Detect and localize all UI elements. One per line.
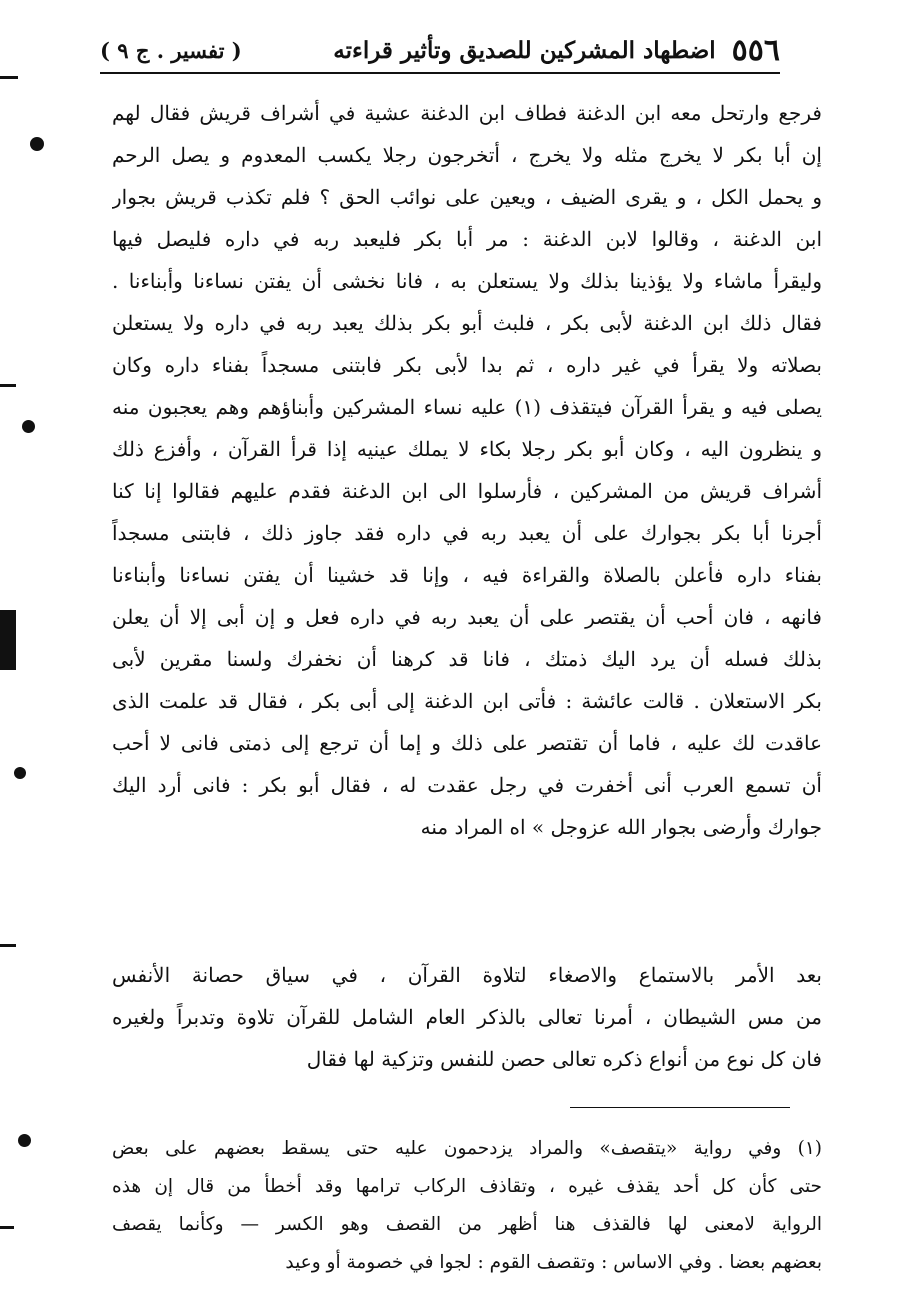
footnote-line: (١) وفي رواية «يتقصف» والمراد يزدحمون عليه حتى يسقط بعضهم على بعض — [112, 1138, 822, 1159]
text-line: بذلك فسله أن يرد اليك ذمتك ، فانا قد كرهنا أن نخفرك ولسنا مقرين لأبى — [112, 647, 822, 671]
text-line: إن أبا بكر لا يخرج مثله ولا يخرج ، أتخرجون رجلا يكسب المعدوم و يصل الرحم — [112, 143, 822, 167]
text-line: ابن الدغنة ، وقالوا لابن الدغنة : مر أبا بكر فليعبد ربه في داره فليصل فيها — [112, 227, 822, 251]
margin-mark — [0, 1226, 14, 1229]
text-line: بصلاته ولا يقرأ في غير داره ، ثم بدا لأبى بكر فابتنى مسجداً بفناء داره وكان — [112, 353, 822, 377]
text-line: جوارك وأرضى بجوار الله عزوجل » اه المراد منه — [420, 815, 822, 839]
margin-mark — [0, 610, 16, 670]
text-line: أشراف قريش من المشركين ، فأرسلوا الى ابن الدغنة فقدم عليهم فقالوا إنا كنا — [112, 479, 822, 503]
volume-reference: ( تفسير . ج ٩ ) — [100, 37, 242, 63]
footnote-line: الرواية لامعنى لها فالقذف هنا أظهر من القصف وهو الكسر — وكأنما يقصف — [112, 1214, 822, 1235]
margin-mark — [0, 76, 18, 79]
margin-mark — [22, 420, 35, 433]
header-title-group — [333, 33, 780, 68]
footnote-separator — [570, 1107, 790, 1108]
text-line: فانهه ، فان أحب أن يقتصر على أن يعبد ربه في داره فعل و إن أبى إلا أن يعلن — [112, 605, 822, 629]
text-line: فقال ذلك ابن الدغنة لأبى بكر ، فلبث أبو بكر بذلك يعبد ربه في داره ولا يستعلن — [112, 311, 822, 335]
footnote-line: بعضهم بعضا . وفي الاساس : وتقصف القوم : لجوا في خصومة أو وعيد — [285, 1252, 822, 1273]
text-line: و ينظرون اليه ، وكان أبو بكر رجلا بكاء لا يملك عينيه إذا قرأ القرآن ، وأفزع ذلك — [112, 437, 822, 461]
text-line: أن تسمع العرب أنى أخفرت في رجل عقدت له ، فقال أبو بكر : فانى أرد اليك — [112, 773, 822, 797]
text-line: بعد الأمر بالاستماع والاصغاء لتلاوة القرآن ، في سياق حصانة الأنفس — [112, 963, 822, 987]
text-line: بفناء داره فأعلن بالصلاة والقراءة فيه ، وإنا قد خشينا أن يفتن نساءنا وأبناءنا — [112, 563, 822, 587]
main-text — [112, 92, 822, 848]
page-header — [100, 28, 780, 74]
text-line: يصلى فيه و يقرأ القرآن فيتقذف (١) عليه نساء المشركين وأبناؤهم وهم يعجبون منه — [112, 395, 822, 419]
text-line: و يحمل الكل ، و يقرى الضيف ، ويعين على نوائب الحق ؟ فلم تكذب قريش بجوار — [112, 185, 822, 209]
footnote-line: حتى كأن كل أحد يقذف غيره ، وتقاذف الركاب ترامها وقد أخطأ من قال إن هذه — [112, 1176, 822, 1197]
margin-mark — [30, 137, 44, 151]
margin-mark — [0, 384, 16, 387]
footnote — [112, 1130, 822, 1282]
text-line: وليقرأ ماشاء ولا يؤذينا بذلك ولا يستعلن به ، فانا نخشى أن يفتن نساءنا وأبناءنا . — [112, 269, 822, 293]
text-line: فرجع وارتحل معه ابن الدغنة فطاف ابن الدغنة عشية في أشراف قريش فقال لهم — [112, 101, 822, 125]
margin-mark — [14, 767, 26, 779]
intro-paragraph — [112, 954, 822, 1080]
margin-mark — [18, 1134, 31, 1147]
margin-mark — [0, 944, 16, 947]
running-title: اضطهاد المشركين للصديق وتأثير قراءته — [333, 36, 716, 64]
text-line: بكر الاستعلان . قالت عائشة : فأتى ابن الدغنة إلى أبى بكر ، فقال قد علمت الذى — [112, 689, 822, 713]
text-line: عاقدت لك عليه ، فاما أن تقتصر على ذلك و إما أن ترجع إلى ذمتى فانى لا أحب — [112, 731, 822, 755]
page-number: ٥٥٦ — [731, 32, 780, 68]
text-line: من مس الشيطان ، أمرنا تعالى بالذكر العام الشامل للقرآن تلاوة وتدبراً ولغيره — [112, 1005, 822, 1029]
text-line: أجرنا أبا بكر بجوارك على أن يعبد ربه في داره فقد جاوز ذلك ، فابتنى مسجداً — [112, 521, 822, 545]
text-line: فان كل نوع من أنواع ذكره تعالى حصن للنفس وتزكية لها فقال — [306, 1047, 822, 1071]
